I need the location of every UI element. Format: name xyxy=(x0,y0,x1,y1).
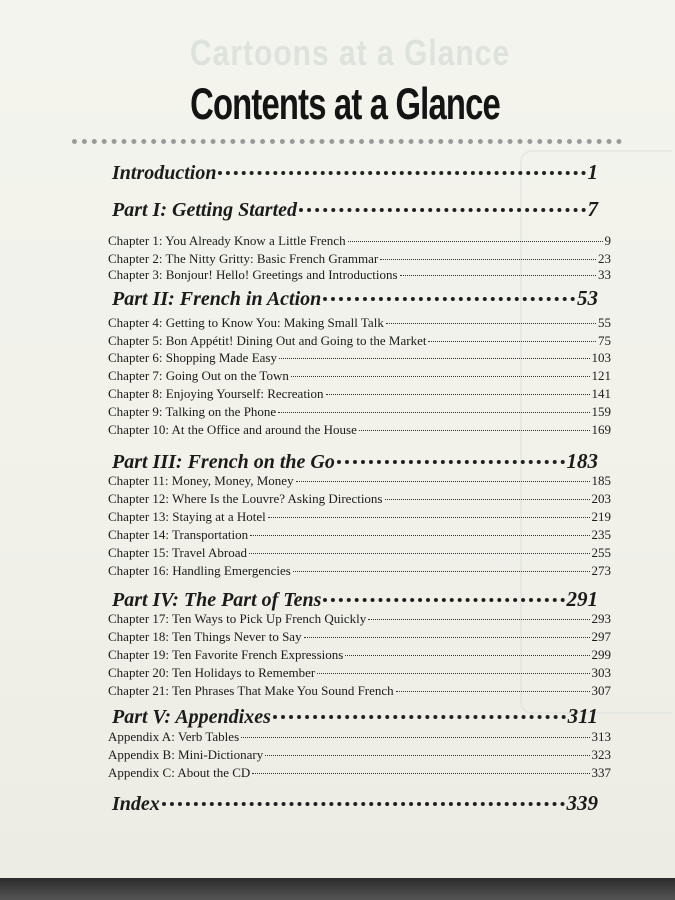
table-surface xyxy=(0,878,675,900)
toc-entry-page: 9 xyxy=(604,233,611,248)
toc-entry-page: 141 xyxy=(591,386,611,401)
toc-entry-label: Chapter 20: Ten Holidays to Remember xyxy=(108,665,316,680)
dot-leader xyxy=(428,341,596,342)
toc-entry-page: 121 xyxy=(591,368,611,383)
toc-chapter-entry xyxy=(108,563,611,579)
toc-entry-page: 23 xyxy=(598,251,611,266)
toc-chapter-entry xyxy=(108,267,611,283)
toc-chapter-entry xyxy=(108,233,611,249)
toc-entry-label: Chapter 7: Going Out on the Town xyxy=(108,368,289,383)
toc-entry-page: 273 xyxy=(591,563,611,578)
dot-leader xyxy=(348,241,603,242)
dot-leader xyxy=(299,208,585,212)
dot-leader xyxy=(265,755,589,756)
toc-entry-page: 323 xyxy=(591,747,611,762)
toc-entry-page: 103 xyxy=(591,350,611,365)
toc-entry-label: Introduction xyxy=(112,162,217,184)
dot-leader xyxy=(385,499,590,500)
toc-chapter-entry xyxy=(108,509,611,525)
toc-part-entry xyxy=(112,160,598,185)
toc-chapter-entry xyxy=(108,765,611,781)
toc-entry-page: 303 xyxy=(591,665,611,680)
dot-leader xyxy=(337,460,565,464)
toc-entry-label: Chapter 18: Ten Things Never to Say xyxy=(108,629,302,644)
toc-entry-page: 307 xyxy=(591,683,611,698)
dot-leader xyxy=(323,297,575,301)
toc-chapter-entry xyxy=(108,315,611,331)
toc-chapter-entry xyxy=(108,527,611,543)
toc-part-entry xyxy=(112,286,598,311)
toc-entry-label: Part IV: The Part of Tens xyxy=(112,589,322,611)
toc-entry-label: Appendix B: Mini-Dictionary xyxy=(108,747,264,762)
dot-leader xyxy=(293,571,590,572)
toc-entry-label: Chapter 1: You Already Know a Little French xyxy=(108,233,346,248)
toc-entry-label: Chapter 10: At the Office and around the House xyxy=(108,422,357,437)
toc-chapter-entry xyxy=(108,491,611,507)
toc-entry-page: 1 xyxy=(587,160,598,184)
toc-entry-label: Part I: Getting Started xyxy=(112,199,298,221)
toc-entry-page: 75 xyxy=(598,333,611,348)
toc-entry-page: 291 xyxy=(566,587,598,611)
toc-chapter-entry xyxy=(108,545,611,561)
dot-leader xyxy=(359,430,590,431)
toc-entry-label: Index xyxy=(112,793,160,815)
toc-part-entry xyxy=(112,791,598,816)
toc-entry-label: Appendix C: About the CD xyxy=(108,765,251,780)
toc-entry-page: 337 xyxy=(591,765,611,780)
toc-chapter-entry xyxy=(108,251,611,267)
dot-leader xyxy=(345,655,589,656)
toc-chapter-entry xyxy=(108,404,611,420)
toc-chapter-entry xyxy=(108,386,611,402)
toc-part-entry xyxy=(112,197,598,222)
toc-entry-label: Chapter 16: Handling Emergencies xyxy=(108,563,291,578)
toc-entry-label: Chapter 15: Travel Abroad xyxy=(108,545,248,560)
toc-entry-page: 293 xyxy=(591,611,611,626)
toc-entry-page: 299 xyxy=(591,647,611,662)
toc-entry-page: 183 xyxy=(566,449,598,473)
dot-leader xyxy=(241,737,589,738)
toc-chapter-entry xyxy=(108,611,611,627)
dot-leader xyxy=(249,553,589,554)
dot-leader xyxy=(380,259,596,260)
dot-leader xyxy=(326,394,590,395)
toc-entry-label: Chapter 6: Shopping Made Easy xyxy=(108,350,277,365)
toc-entry-label: Chapter 3: Bonjour! Hello! Greetings and Introductions xyxy=(108,267,398,282)
toc-entry-page: 185 xyxy=(591,473,611,488)
toc-entry-page: 159 xyxy=(591,404,611,419)
dot-leader xyxy=(268,517,590,518)
toc-chapter-entry xyxy=(108,333,611,349)
toc-entry-label: Part II: French in Action xyxy=(112,288,322,310)
dot-leader xyxy=(218,171,585,175)
bleed-through-text: Cartoons at a Glance xyxy=(190,34,511,74)
dot-leader xyxy=(296,481,590,482)
toc-entry-label: Chapter 9: Talking on the Phone xyxy=(108,404,277,419)
toc-entry-page: 7 xyxy=(587,197,598,221)
toc-chapter-entry xyxy=(108,422,611,438)
dot-leader xyxy=(396,691,590,692)
toc-entry-page: 219 xyxy=(591,509,611,524)
toc-entry-label: Part III: French on the Go xyxy=(112,451,335,473)
toc-entry-page: 33 xyxy=(598,267,611,282)
dot-leader xyxy=(278,412,589,413)
dot-leader xyxy=(317,673,589,674)
toc-entry-label: Chapter 21: Ten Phrases That Make You Sound French xyxy=(108,683,394,698)
toc-entry-page: 311 xyxy=(567,704,598,728)
dot-leader xyxy=(252,773,589,774)
toc-chapter-entry xyxy=(108,473,611,489)
toc-entry-page: 235 xyxy=(591,527,611,542)
toc-entry-label: Chapter 14: Transportation xyxy=(108,527,249,542)
toc-entry-page: 255 xyxy=(591,545,611,560)
dot-leader xyxy=(162,802,565,806)
toc-entry-page: 169 xyxy=(591,422,611,437)
dot-leader xyxy=(400,275,596,276)
toc-entry-page: 313 xyxy=(591,729,611,744)
dot-leader xyxy=(323,598,564,602)
dot-leader xyxy=(386,323,596,324)
dot-leader xyxy=(273,715,566,719)
dot-leader xyxy=(304,637,590,638)
toc-chapter-entry xyxy=(108,647,611,663)
toc-chapter-entry xyxy=(108,683,611,699)
toc-entry-page: 339 xyxy=(566,791,598,815)
dot-leader xyxy=(368,619,589,620)
toc-entry-page: 53 xyxy=(577,286,598,310)
toc-entry-label: Chapter 17: Ten Ways to Pick Up French Quickly xyxy=(108,611,367,626)
toc-entry-label: Appendix A: Verb Tables xyxy=(108,729,240,744)
toc-entry-page: 297 xyxy=(591,629,611,644)
toc-entry-page: 55 xyxy=(598,315,611,330)
toc-entry-label: Chapter 11: Money, Money, Money xyxy=(108,473,294,488)
toc-part-entry xyxy=(112,704,598,729)
dot-leader xyxy=(279,358,590,359)
toc-entry-label: Chapter 8: Enjoying Yourself: Recreation xyxy=(108,386,324,401)
toc-chapter-entry xyxy=(108,747,611,763)
toc-entry-label: Chapter 13: Staying at a Hotel xyxy=(108,509,266,524)
toc-chapter-entry xyxy=(108,368,611,384)
toc-entry-label: Part V: Appendixes xyxy=(112,706,271,728)
toc-part-entry xyxy=(112,587,598,612)
toc-chapter-entry xyxy=(108,729,611,745)
toc-entry-page: 203 xyxy=(591,491,611,506)
dot-leader xyxy=(250,535,589,536)
toc-part-entry xyxy=(112,449,598,474)
page-title: Contents at a Glance xyxy=(190,80,500,130)
toc-entry-label: Chapter 19: Ten Favorite French Expressions xyxy=(108,647,344,662)
dot-leader xyxy=(291,376,590,377)
toc-entry-label: Chapter 4: Getting to Know You: Making Small Talk xyxy=(108,315,384,330)
toc-entry-label: Chapter 2: The Nitty Gritty: Basic French Grammar xyxy=(108,251,379,266)
toc-chapter-entry xyxy=(108,629,611,645)
toc-entry-label: Chapter 5: Bon Appétit! Dining Out and Going to the Market xyxy=(108,333,427,348)
toc-entry-label: Chapter 12: Where Is the Louvre? Asking Directions xyxy=(108,491,383,506)
toc-chapter-entry xyxy=(108,350,611,366)
toc-chapter-entry xyxy=(108,665,611,681)
